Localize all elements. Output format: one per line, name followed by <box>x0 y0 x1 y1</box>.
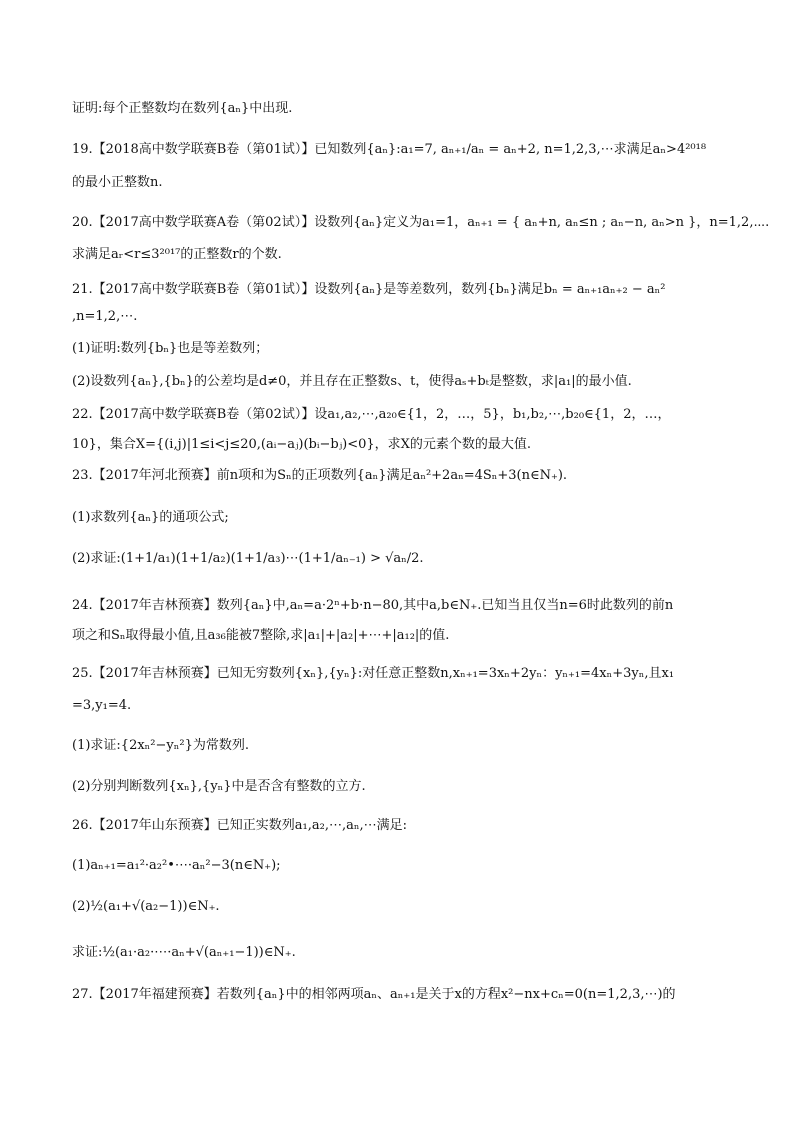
problem-24-line-1: 24.【2017年吉林预赛】数列{aₙ}中,aₙ=a·2ⁿ+b·n−80,其中a,b∈N₊.已知当且仅当n=6时此数列的前n <box>72 598 674 613</box>
problem-21-line-2: ,n=1,2,⋯. <box>72 309 138 324</box>
problem-22-line-2: 10}，集合X={(i,j)|1≤i<j≤20,(aᵢ−aⱼ)(bᵢ−bⱼ)<0}，求X的元素个数的最大值. <box>72 437 532 452</box>
problem-26-cond-1: (1)aₙ₊₁=a₁²·a₂²•⋯·aₙ²−3(n∈N₊); <box>72 858 281 873</box>
problem-25-line-1: 25.【2017年吉林预赛】已知无穷数列{xₙ},{yₙ}:对任意正整数n,xₙ₊₁=3xₙ+2yₙ：yₙ₊₁=4xₙ+3yₙ,且x₁ <box>72 666 675 681</box>
problem-20-line-1: 20.【2017高中数学联赛A卷（第02试）】设数列{aₙ}定义为a₁=1，aₙ₊₁ = { aₙ+n, aₙ≤n ; aₙ−n, aₙ>n }，n=1,2,⋯. <box>72 215 770 230</box>
problem-26-cond-2: (2)½(a₁+√(a₂−1))∈N₊. <box>72 899 220 914</box>
problem-27-line-1: 27.【2017年福建预赛】若数列{aₙ}中的相邻两项aₙ、aₙ₊₁是关于x的方程x²−nx+cₙ=0(n=1,2,3,⋯)的 <box>72 987 676 1002</box>
problem-23-line-1: 23.【2017年河北预赛】前n项和为Sₙ的正项数列{aₙ}满足aₙ²+2aₙ=4Sₙ+3(n∈N₊). <box>72 468 568 483</box>
problem-25-part-1: (1)求证:{2xₙ²−yₙ²}为常数列. <box>72 738 249 753</box>
problem-24-line-2: 项之和Sₙ取得最小值,且a₃₆能被7整除,求|a₁|+|a₂|+⋯+|a₁₂|的值. <box>72 628 450 643</box>
problem-26-prove: 求证:½(a₁·a₂·⋯·aₙ+√(aₙ₊₁−1))∈N₊. <box>72 945 296 960</box>
problem-25-part-2: (2)分别判断数列{xₙ},{yₙ}中是否含有整数的立方. <box>72 779 366 794</box>
text-line-1: 证明:每个正整数均在数列{aₙ}中出现. <box>72 101 293 116</box>
problem-21-part-2: (2)设数列{aₙ},{bₙ}的公差均是d≠0，并且存在正整数s、t，使得aₛ+bₜ是整数，求|a₁|的最小值. <box>72 374 632 389</box>
problem-23-part-1: (1)求数列{aₙ}的通项公式; <box>72 510 229 525</box>
problem-19-line-2: 的最小正整数n. <box>72 175 163 190</box>
problem-21-part-1: (1)证明:数列{bₙ}也是等差数列； <box>72 341 269 356</box>
problem-20-line-2: 求满足aᵣ<r≤3²⁰¹⁷的正整数r的个数. <box>72 247 282 262</box>
problem-26-line-1: 26.【2017年山东预赛】已知正实数列a₁,a₂,⋯,aₙ,⋯满足: <box>72 818 407 833</box>
problem-22-line-1: 22.【2017高中数学联赛B卷（第02试）】设a₁,a₂,⋯,a₂₀∈{1，2，…，5}，b₁,b₂,⋯,b₂₀∈{1，2，…， <box>72 407 671 422</box>
problem-19-line-1: 19.【2018高中数学联赛B卷（第01试）】已知数列{aₙ}:a₁=7, aₙ₊₁/aₙ = aₙ+2, n=1,2,3,⋯求满足aₙ>4²⁰¹⁸ <box>72 142 707 157</box>
problem-23-part-2: (2)求证:(1+1/a₁)(1+1/a₂)(1+1/a₃)⋯(1+1/aₙ₋₁) > √aₙ/2. <box>72 551 424 566</box>
problem-25-line-2: =3,y₁=4. <box>72 698 132 713</box>
problem-21-line-1: 21.【2017高中数学联赛B卷（第01试）】设数列{aₙ}是等差数列，数列{bₙ}满足bₙ = aₙ₊₁aₙ₊₂ − aₙ² <box>72 282 666 297</box>
